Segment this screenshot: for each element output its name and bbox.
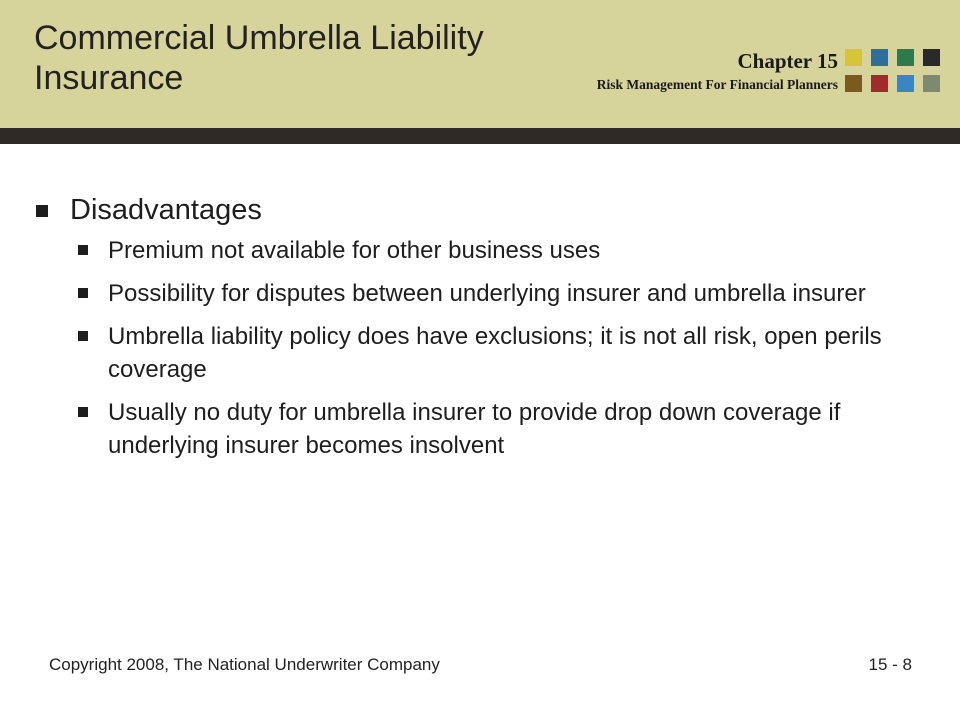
list-item-text: Premium not available for other business uses (108, 237, 601, 264)
chapter-block (597, 48, 838, 94)
square-bullet-icon (78, 331, 88, 341)
book-subtitle: Risk Management For Financial Planners (596, 77, 838, 92)
decor-square (923, 75, 940, 92)
square-bullet-icon (78, 245, 88, 255)
decor-square (897, 75, 914, 92)
square-bullet-icon (36, 205, 48, 217)
list-item (78, 277, 926, 310)
square-bullet-icon (78, 407, 88, 417)
heading-text: Disadvantages (70, 194, 262, 226)
list-item (78, 396, 926, 462)
decor-square (871, 75, 888, 92)
slide-title-line-2: Insurance (34, 59, 184, 97)
page-number: 15 - 8 (868, 655, 912, 674)
chapter-label: Chapter 15 (737, 49, 838, 73)
bullet-heading (36, 190, 926, 230)
decorative-squares (845, 49, 941, 93)
decor-square (897, 49, 914, 66)
header-band (0, 0, 960, 128)
slide-title-line-1: Commercial Umbrella Liability (34, 19, 484, 57)
slide-content (36, 190, 926, 472)
slide-title (34, 18, 574, 98)
list-item (78, 320, 926, 386)
square-bullet-icon (78, 288, 88, 298)
decor-square (845, 49, 862, 66)
list-item-text: Umbrella liability policy does have exclusions; it is not all risk, open perils coverage (108, 323, 882, 383)
list-item-text: Possibility for disputes between underlying insurer and umbrella insurer (108, 280, 866, 307)
decor-square (871, 49, 888, 66)
decor-square (845, 75, 862, 92)
list-item-text: Usually no duty for umbrella insurer to provide drop down coverage if underlying insurer becomes insolvent (108, 399, 841, 459)
decor-square (923, 49, 940, 66)
copyright-footer: Copyright 2008, The National Underwriter Company (49, 655, 440, 674)
sub-bullet-list (78, 234, 926, 462)
header-divider-bar (0, 128, 960, 144)
list-item (78, 234, 926, 267)
